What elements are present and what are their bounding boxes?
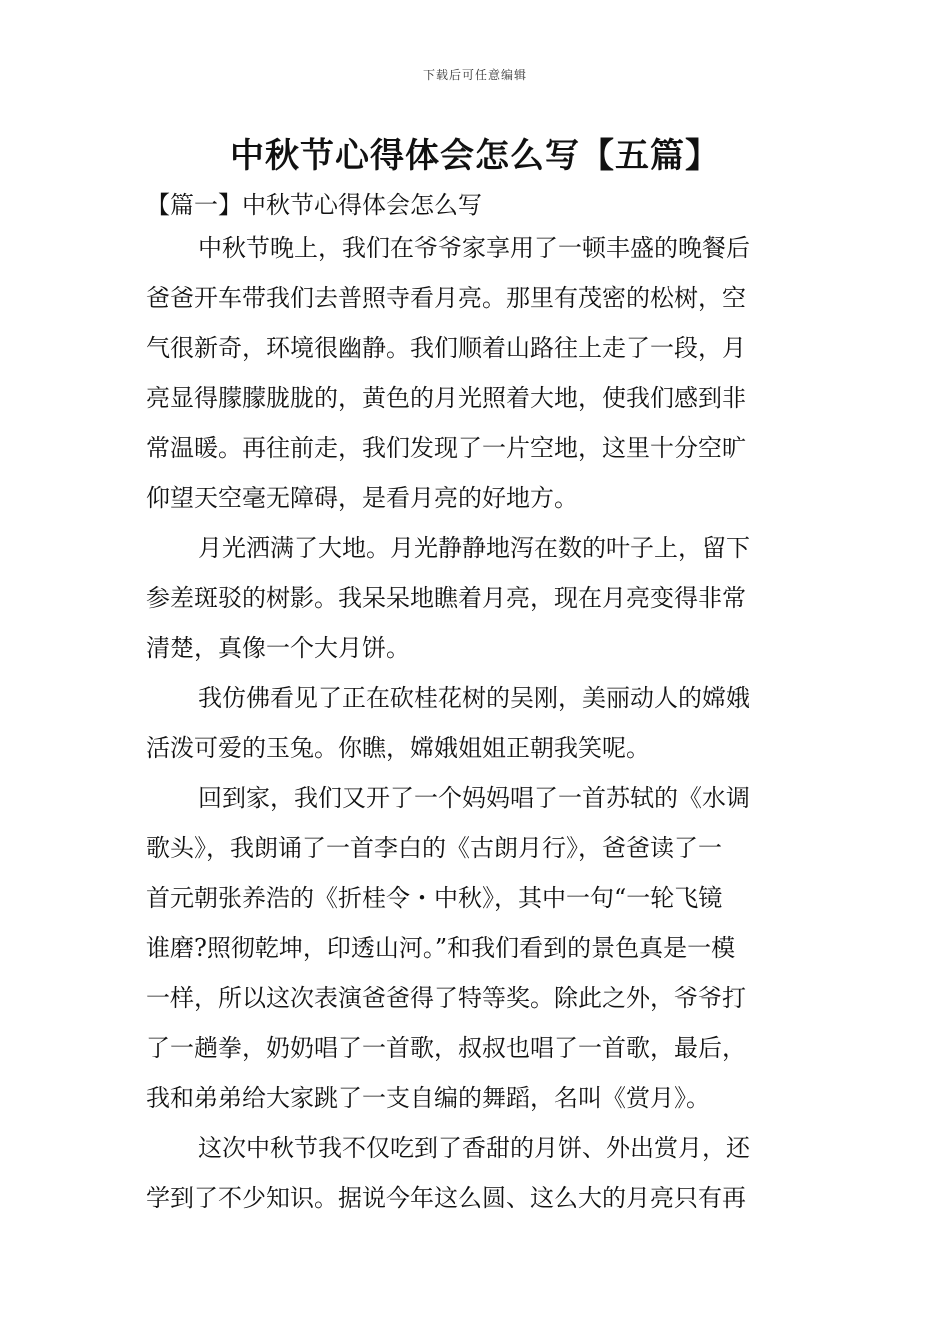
paragraph-line: 回到家，我们又开了一个妈妈唱了一首苏轼的《水调 <box>198 784 750 812</box>
paragraph-line: 歌头》，我朗诵了一首李白的《古朗月行》，爸爸读了一 <box>146 834 722 862</box>
paragraph-line: 爸爸开车带我们去普照寺看月亮。那里有茂密的松树，空 <box>146 284 746 312</box>
paragraph <box>146 673 806 773</box>
paragraph-line: 学到了不少知识。据说今年这么圆、这么大的月亮只有再 <box>146 1184 746 1212</box>
paragraph-line: 了一趟拳，奶奶唱了一首歌，叔叔也唱了一首歌，最后， <box>146 1034 746 1062</box>
paragraph-line: 中秋节晚上，我们在爷爷家享用了一顿丰盛的晚餐后 <box>198 234 750 262</box>
paragraph-line: 参差斑驳的树影。我呆呆地瞧着月亮，现在月亮变得非常 <box>146 584 746 612</box>
paragraph <box>146 523 806 673</box>
document-title: 中秋节心得体会怎么写【五篇】 <box>230 136 720 176</box>
paragraph-line: 月光洒满了大地。月光静静地泻在数的叶子上，留下 <box>198 534 750 562</box>
paragraph-line: 活泼可爱的玉兔。你瞧，嫦娥姐姐正朝我笑呢。 <box>146 734 650 762</box>
paragraph <box>146 773 806 1123</box>
paragraph-line: 一样，所以这次表演爸爸得了特等奖。除此之外，爷爷打 <box>146 984 746 1012</box>
paragraph <box>146 1123 806 1223</box>
paragraph-line: 首元朝张养浩的《折桂令・中秋》，其中一句“一轮飞镜 <box>146 884 723 912</box>
body-text <box>146 223 806 1223</box>
paragraph-line: 仰望天空毫无障碍，是看月亮的好地方。 <box>146 484 578 512</box>
paragraph <box>146 223 806 523</box>
header-note: 下载后可任意编辑 <box>422 68 527 82</box>
paragraph-line: 我和弟弟给大家跳了一支自编的舞蹈，名叫《赏月》。 <box>146 1084 710 1112</box>
section-heading: 【篇一】中秋节心得体会怎么写 <box>146 191 482 219</box>
paragraph-line: 气很新奇，环境很幽静。我们顺着山路往上走了一段，月 <box>146 334 746 362</box>
paragraph-line: 谁磨?照彻乾坤，印透山河。”和我们看到的景色真是一模 <box>146 934 736 962</box>
paragraph-line: 亮显得朦朦胧胧的，黄色的月光照着大地，使我们感到非 <box>146 384 746 412</box>
paragraph-line: 这次中秋节我不仅吃到了香甜的月饼、外出赏月，还 <box>198 1134 750 1162</box>
paragraph-line: 清楚，真像一个大月饼。 <box>146 634 410 662</box>
paragraph-line: 常温暖。再往前走，我们发现了一片空地，这里十分空旷 <box>146 434 746 462</box>
paragraph-line: 我仿佛看见了正在砍桂花树的吴刚，美丽动人的嫦娥 <box>198 684 750 712</box>
